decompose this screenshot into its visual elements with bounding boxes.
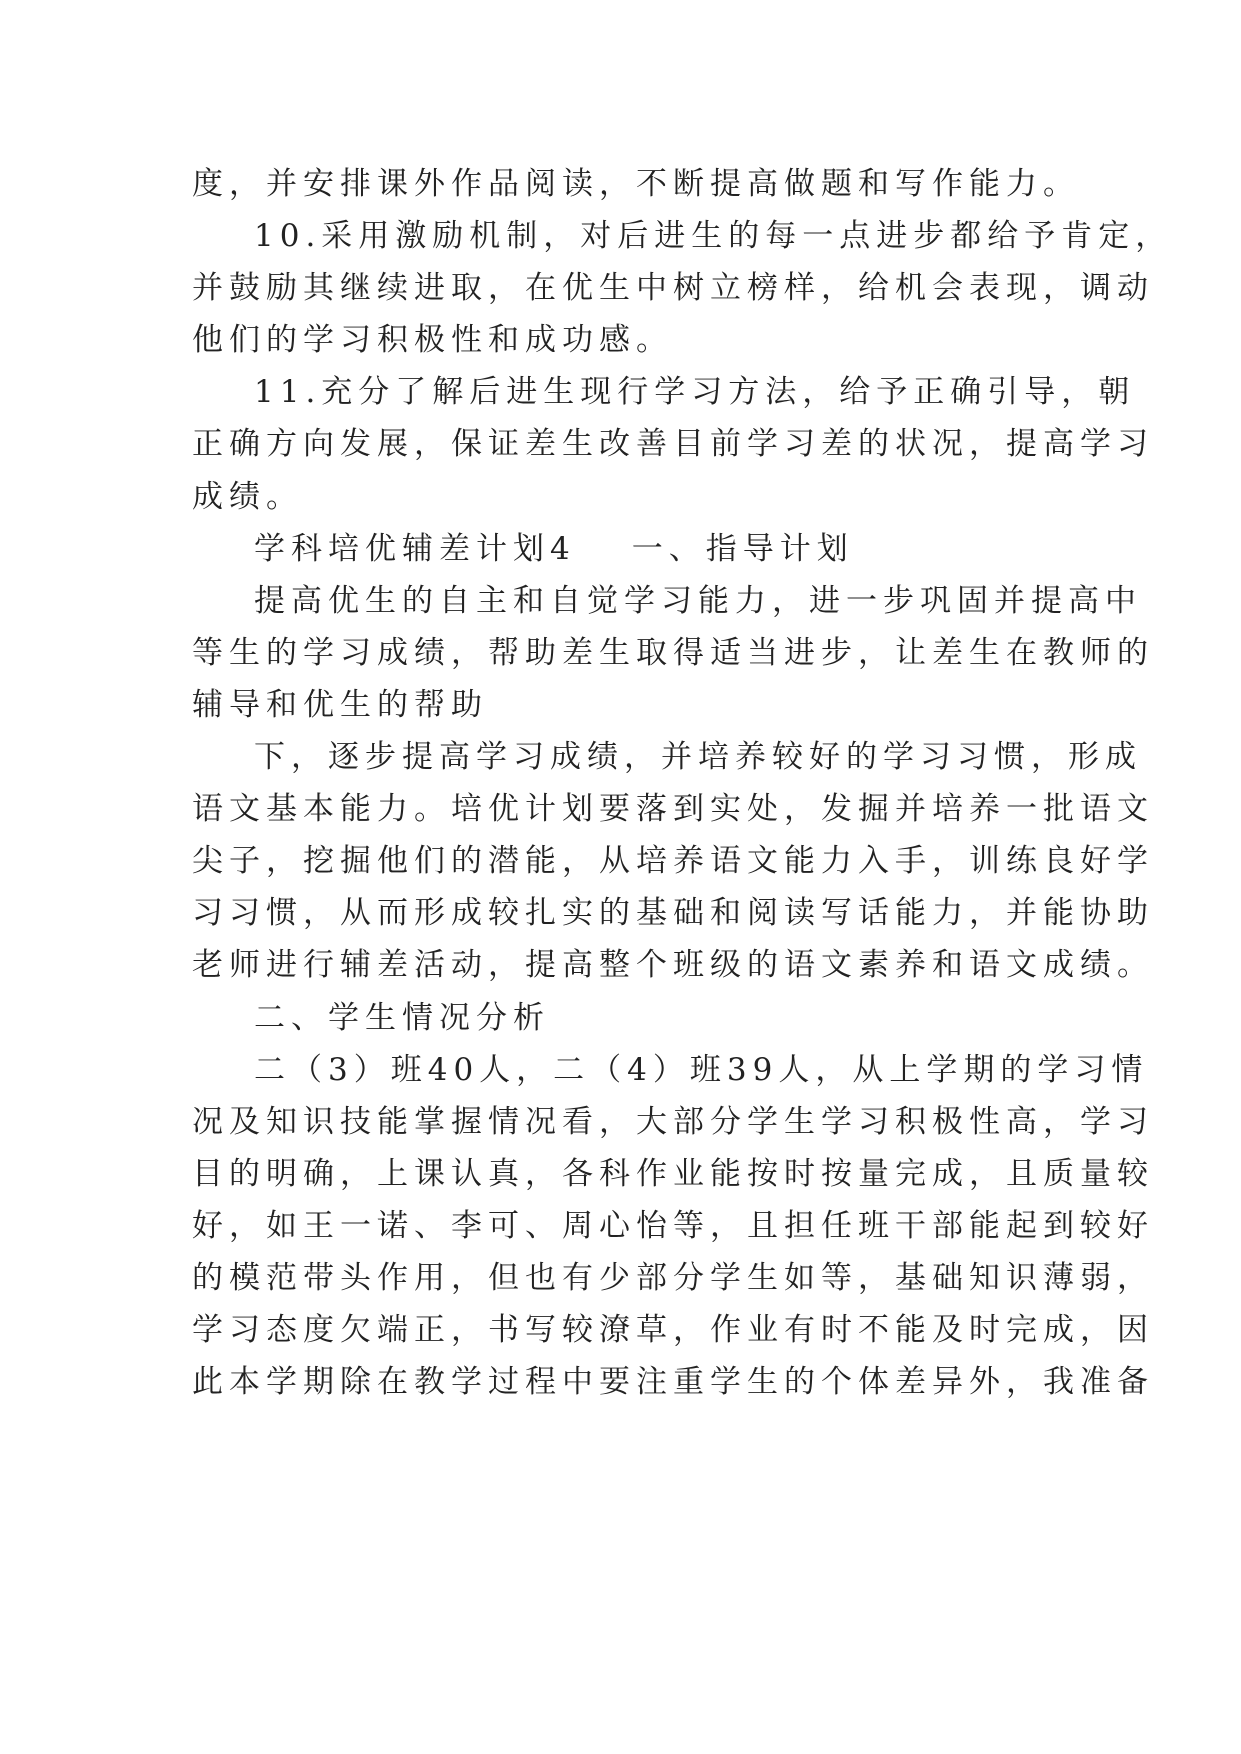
text-line: 11.充分了解后进生现行学习方法，给予正确引导，朝 (254, 374, 1136, 411)
text-line: 下，逐步提高学习成绩，并培养较好的学习习惯，形成 (254, 739, 1142, 776)
text-line: 况及知识技能掌握情况看，大部分学生学习积极性高，学习 (192, 1103, 1154, 1140)
document-body (192, 158, 1173, 1408)
text-line: 提高优生的自主和自觉学习能力，进一步巩固并提高中 (254, 582, 1142, 619)
text-line: 此本学期除在教学过程中要注重学生的个体差异外，我准备 (192, 1364, 1154, 1401)
text-line: 辅导和优生的帮助 (192, 686, 488, 723)
text-line: 习习惯，从而形成较扎实的基础和阅读写话能力，并能协助 (192, 895, 1154, 932)
text-line: 他们的学习积极性和成功感。 (192, 322, 673, 359)
text-line: 尖子，挖掘他们的潜能，从培养语文能力入手，训练良好学 (192, 843, 1154, 880)
text-line: 等生的学习成绩，帮助差生取得适当进步，让差生在教师的 (192, 634, 1154, 671)
section-heading: 二、学生情况分析 (254, 999, 550, 1036)
text-line: 的模范带头作用，但也有少部分学生如等，基础知识薄弱， (192, 1259, 1154, 1296)
text-line: 语文基本能力。培优计划要落到实处，发掘并培养一批语文 (192, 791, 1154, 828)
text-line: 好，如王一诺、李可、周心怡等，且担任班干部能起到较好 (192, 1207, 1154, 1244)
text-line: 二（3）班40人，二（4）班39人，从上学期的学习情 (254, 1051, 1149, 1088)
section-heading-row (192, 523, 1072, 575)
text-line: 学习态度欠端正，书写较潦草，作业有时不能及时完成，因 (192, 1312, 1154, 1349)
text-line: 成绩。 (192, 478, 303, 515)
section-heading: 一、指导计划 (631, 530, 854, 567)
text-line: 并鼓励其继续进取，在优生中树立榜样，给机会表现，调动 (192, 270, 1154, 307)
text-line: 老师进行辅差活动，提高整个班级的语文素养和语文成绩。 (192, 947, 1154, 984)
text-line: 目的明确，上课认真，各科作业能按时按量完成，且质量较 (192, 1155, 1154, 1192)
text-line: 10.采用激励机制，对后进生的每一点进步都给予肯定， (254, 218, 1173, 255)
text-line: 度，并安排课外作品阅读，不断提高做题和写作能力。 (192, 166, 1080, 202)
plan-title: 学科培优辅差计划4 (254, 530, 576, 567)
text-line: 正确方向发展，保证差生改善目前学习差的状况，提高学习 (192, 426, 1154, 463)
